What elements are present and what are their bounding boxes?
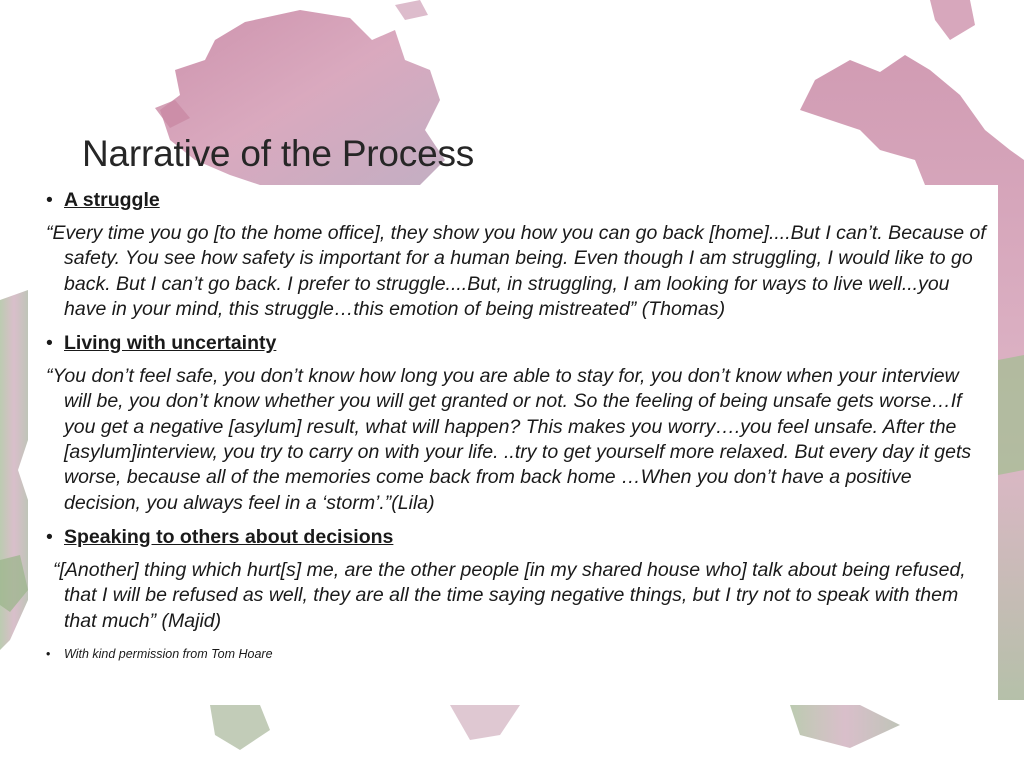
slide-title: Narrative of the Process xyxy=(82,133,475,174)
slide-body xyxy=(46,188,991,662)
section-heading: A struggle xyxy=(64,189,160,211)
bullet-heading-speaking xyxy=(46,525,991,550)
section-heading: Speaking to others about decisions xyxy=(64,525,394,548)
bullet-heading-struggle xyxy=(46,188,991,213)
quote-thomas: “Every time you go [to the home office], they show you how you can go back [home]....But I can’t. Because of safety. You see how safety is important for a human being. Even though I am struggling, I would like to go back. But I can’t go back. I prefer to struggle....But, in struggling, I am looking for ways to live well...you have in your mind, this struggle…this emotion of being mistreated” (Thomas) xyxy=(46,222,986,320)
bullet-heading-uncertainty xyxy=(46,331,991,356)
section-heading: Living with uncertainty xyxy=(64,332,277,355)
quote-lila: “You don’t feel safe, you don’t know how long you are able to stay for, you don’t know when your interview will be, you don’t know whether you will get granted or not. So the feeling of being unsafe gets worse…If you get a negative [asylum] result, what will happen? This makes you worry….you feel unsafe. After the [asylum]interview, you try to carry on with your life. ..try to get yourself more relaxed. But every day it gets worse, because all of the memories come back from back home …When you don’t have a positive decision, you always feel in a ‘storm’.”(Lila) xyxy=(46,365,972,514)
quote-majid: “[Another] thing which hurt[s] me, are the other people [in my shared house who] talk about being refused, that I will be refused as well, they are all the time saying negative things, but I try not to speak with them that much” (Majid) xyxy=(53,558,966,632)
credit-note: • With kind permission from Tom Hoare xyxy=(46,646,991,662)
